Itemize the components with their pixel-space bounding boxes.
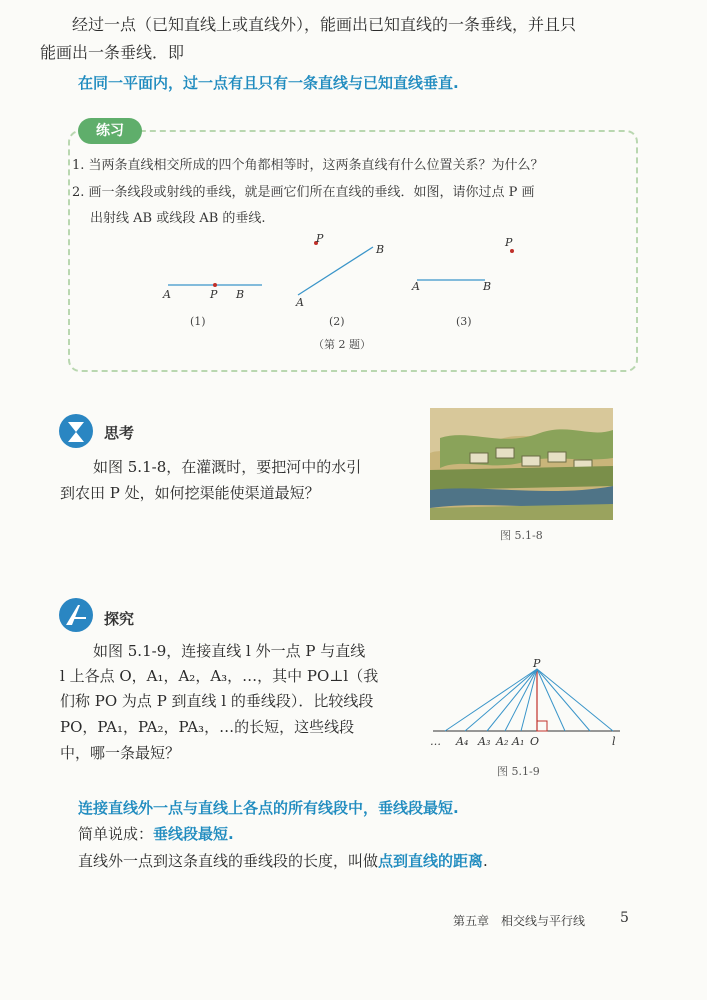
fig9-label-a2: A₂: [496, 735, 509, 748]
think-title: 思考: [104, 424, 135, 442]
perpendicular-figure: [425, 655, 625, 750]
fig2-label-a: A: [296, 296, 304, 309]
explore-line-5: 中，哪一条最短？: [60, 744, 181, 762]
fig3-label-a: A: [412, 280, 420, 293]
fig1-label-b: B: [236, 288, 245, 301]
fig2-segment: [298, 247, 373, 295]
theorem-text: 在同一平面内，过一点有且只有一条直线与已知直线垂直.: [78, 74, 459, 92]
segment-pa2: [505, 669, 537, 731]
fig1-label-a: A: [163, 288, 171, 301]
explore-title: 探究: [104, 610, 135, 628]
fig2-label-p: P: [316, 232, 324, 245]
fig9-label-o: O: [530, 735, 540, 748]
fig1-point-p: [213, 283, 217, 287]
farmland-river-illustration: [430, 408, 613, 520]
page-number: 5: [620, 910, 629, 926]
think-line-2: 到农田 P 处，如何挖渠能使渠道最短？: [60, 484, 320, 502]
fig9-label-a1: A₁: [512, 735, 525, 748]
exercise-q1: 1. 当两条直线相交所成的四个角都相等时，这两条直线有什么位置关系？为什么？: [72, 158, 544, 173]
footer-chapter: 第五章 相交线与平行线: [453, 914, 586, 928]
exercise-badge: 练习: [78, 118, 142, 144]
fig1-caption: (1): [190, 315, 206, 328]
fig3-label-p: P: [505, 236, 513, 249]
fig3-caption: (3): [456, 315, 472, 328]
conclusion-line-1: 连接直线外一点与直线上各点的所有线段中，垂线段最短.: [78, 799, 459, 817]
conclusion-line-3-prefix: 直线外一点到这条直线的垂线段的长度，叫做: [78, 852, 379, 870]
exercise-q2-line1: 2. 画一条线段或射线的垂线，就是画它们所在直线的垂线．如图，请你过点 P 画: [72, 185, 535, 200]
explore-line-3: 们称 PO 为点 P 到直线 l 的垂线段）．比较线段: [60, 692, 374, 710]
fig9-label-a4: A₄: [456, 735, 469, 748]
explore-line-2: l 上各点 O，A₁，A₂，A₃，…，其中 PO⊥l（我: [60, 667, 379, 685]
intro-line-2: 能画出一条垂线．即: [40, 43, 185, 62]
fig3-point-p: [510, 249, 514, 253]
fig9-label-l: l: [612, 735, 616, 748]
segment-right-1: [537, 669, 565, 731]
conclusion-line-3-suffix: .: [483, 852, 488, 870]
figures-caption: （第 2 题）: [313, 338, 371, 351]
explore-figure-caption: 图 5.1-9: [497, 765, 540, 778]
conclusion-line-2-highlight: 垂线段最短.: [153, 825, 234, 843]
exercise-figures: [140, 225, 530, 325]
think-figure-caption: 图 5.1-8: [500, 529, 543, 542]
segment-pa4: [465, 669, 537, 731]
explore-line-1: 如图 5.1-9，连接直线 l 外一点 P 与直线: [93, 642, 366, 660]
fig1-label-p: P: [210, 288, 218, 301]
conclusion-line-2: [78, 823, 234, 845]
fig9-label-p: P: [533, 657, 541, 670]
conclusion-line-3-highlight: 点到直线的距离: [378, 852, 484, 870]
conclusion-line-3: [78, 850, 488, 872]
conclusion-line-2-prefix: 简单说成：: [78, 825, 154, 843]
segment-right-2: [537, 669, 590, 731]
exercise-q2-line2: 出射线 AB 或线段 AB 的垂线.: [90, 211, 266, 226]
fig3-label-b: B: [483, 280, 492, 293]
think-line-1: 如图 5.1-8，在灌溉时，要把河中的水引: [93, 458, 362, 476]
fig9-label-a3: A₃: [478, 735, 491, 748]
explore-icon: [58, 597, 94, 633]
fig9-label-dots: …: [430, 735, 441, 748]
segment-right-3: [537, 669, 613, 731]
intro-line-1: 经过一点（已知直线上或直线外），能画出已知直线的一条垂线，并且只: [72, 15, 577, 34]
explore-line-4: PO，PA₁，PA₂，PA₃，…的长短，这些线段: [60, 718, 355, 736]
fig2-label-b: B: [376, 243, 385, 256]
think-icon: [58, 413, 94, 449]
right-angle-mark: [537, 721, 547, 731]
fig2-caption: (2): [329, 315, 345, 328]
